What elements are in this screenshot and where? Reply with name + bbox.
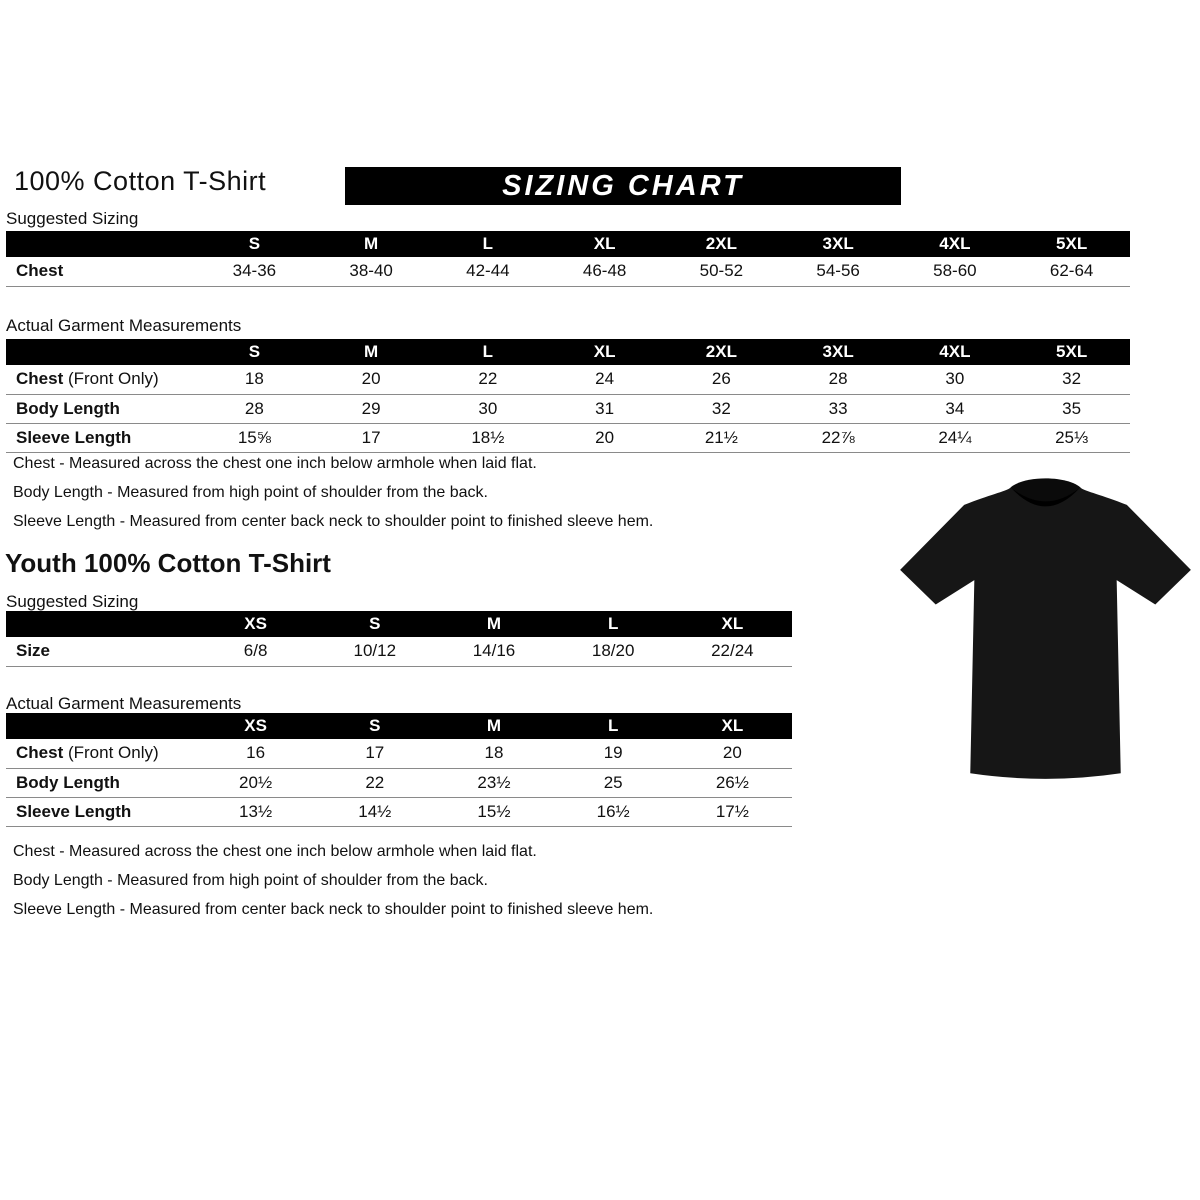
measurement-cell: 23½ [477, 772, 511, 792]
label-column-header [6, 231, 196, 257]
measurement-cell: 32 [1062, 369, 1082, 389]
adult-measurement-notes [13, 455, 653, 542]
size-column-header: S [196, 339, 313, 365]
tshirt-image [893, 470, 1198, 800]
adult-suggested-sizing-table [6, 231, 1130, 287]
note-body-length: Body Length - Measured from high point of shoulder from the back. [13, 872, 488, 889]
measurement-cell: 18½ [471, 427, 505, 447]
row-label: Body Length [16, 772, 120, 792]
size-column-header: XS [196, 713, 315, 739]
measurement-cell: 22 [478, 369, 498, 389]
note-sleeve-length: Sleeve Length - Measured from center back neck to shoulder point to finished sleeve hem. [13, 513, 654, 530]
measurement-cell: 50-52 [699, 261, 744, 281]
table-row [6, 768, 792, 797]
size-column-header: L [554, 611, 673, 637]
size-column-header: XS [196, 611, 315, 637]
measurement-cell: 33 [828, 398, 848, 418]
size-column-header: 2XL [663, 231, 780, 257]
size-column-header: 3XL [780, 339, 897, 365]
measurement-cell: 14½ [358, 801, 392, 821]
measurement-cell: 34-36 [232, 261, 277, 281]
size-column-header: L [554, 713, 673, 739]
measurement-cell: 21½ [704, 427, 738, 447]
youth-actual-measurements-table [6, 713, 792, 827]
row-label: Sleeve Length [16, 427, 132, 447]
row-label: Sleeve Length [16, 801, 132, 821]
label-column-header [6, 713, 196, 739]
size-column-header: XL [673, 611, 792, 637]
measurement-cell: 18 [244, 369, 264, 389]
measurement-cell: 62-64 [1049, 261, 1094, 281]
measurement-cell: 16 [246, 743, 266, 763]
table-header-row [6, 611, 792, 637]
measurement-cell: 32 [711, 398, 731, 418]
measurement-cell: 22⅞ [821, 427, 855, 447]
size-column-header: 2XL [663, 339, 780, 365]
size-column-header: 4XL [897, 231, 1014, 257]
table-row [6, 797, 792, 826]
measurement-cell: 20 [722, 743, 742, 763]
table-header-row [6, 713, 792, 739]
size-column-header: 3XL [780, 231, 897, 257]
measurement-cell: 58-60 [933, 261, 977, 281]
measurement-cell: 28 [828, 369, 848, 389]
table-header-row [6, 339, 1130, 365]
measurement-cell: 18/20 [591, 641, 635, 661]
measurement-cell: 15½ [477, 801, 511, 821]
size-column-header: S [315, 713, 434, 739]
measurement-cell: 15⅝ [237, 427, 271, 447]
table-row [6, 739, 792, 768]
measurement-cell: 20½ [239, 772, 273, 792]
row-label: Chest [16, 261, 64, 281]
measurement-cell: 54-56 [816, 261, 860, 281]
measurement-cell: 14/16 [472, 641, 516, 661]
measurement-cell: 42-44 [466, 261, 510, 281]
size-column-header: XL [546, 231, 663, 257]
note-chest: Chest - Measured across the chest one inch below armhole when laid flat. [13, 843, 537, 860]
measurement-cell: 17 [361, 427, 381, 447]
size-column-header: XL [673, 713, 792, 739]
size-column-header: S [315, 611, 434, 637]
measurement-cell: 38-40 [349, 261, 393, 281]
note-chest: Chest - Measured across the chest one inch below armhole when laid flat. [13, 455, 537, 472]
measurement-cell: 30 [478, 398, 498, 418]
size-column-header: M [434, 713, 553, 739]
measurement-cell: 26 [711, 369, 731, 389]
table-row [6, 423, 1130, 452]
measurement-cell: 26½ [715, 772, 749, 792]
size-column-header: L [430, 231, 547, 257]
measurement-cell: 20 [361, 369, 381, 389]
row-label: Size [16, 641, 51, 661]
note-sleeve-length: Sleeve Length - Measured from center back neck to shoulder point to finished sleeve hem. [13, 901, 654, 918]
note-body-length: Body Length - Measured from high point of shoulder from the back. [13, 484, 488, 501]
size-column-header: S [196, 231, 313, 257]
measurement-cell: 35 [1062, 398, 1082, 418]
size-column-header: 5XL [1013, 231, 1130, 257]
table-row [6, 365, 1130, 394]
measurement-cell: 6/8 [243, 641, 268, 661]
measurement-cell: 29 [361, 398, 381, 418]
measurement-cell: 24 [595, 369, 615, 389]
measurement-cell: 22/24 [711, 641, 754, 661]
size-column-header: M [313, 231, 430, 257]
sizing-chart-banner [345, 167, 901, 205]
size-column-header: L [430, 339, 547, 365]
measurement-cell: 19 [603, 743, 623, 763]
label-column-header [6, 611, 196, 637]
measurement-cell: 34 [945, 398, 965, 418]
measurement-cell: 28 [244, 398, 264, 418]
youth-section-title: Youth 100% Cotton T-Shirt [5, 548, 331, 578]
measurement-cell: 18 [484, 743, 504, 763]
measurement-cell: 10/12 [353, 641, 397, 661]
table-header-row [6, 231, 1130, 257]
measurement-cell: 31 [595, 398, 615, 418]
table-row [6, 394, 1130, 423]
measurement-cell: 24¼ [938, 427, 972, 447]
adult-actual-measurements-table [6, 339, 1130, 453]
measurement-cell: 17 [365, 743, 385, 763]
size-column-header: XL [546, 339, 663, 365]
youth-actual-measurements-label: Actual Garment Measurements [6, 694, 242, 713]
row-label: Chest (Front Only) [16, 369, 159, 389]
measurement-cell: 30 [945, 369, 965, 389]
row-label: Body Length [16, 398, 120, 418]
table-row [6, 257, 1130, 286]
adult-actual-measurements-label: Actual Garment Measurements [6, 316, 242, 335]
banner-text: SIZING CHART [502, 170, 744, 202]
table-row [6, 637, 792, 666]
page-title: 100% Cotton T-Shirt [14, 166, 267, 196]
youth-suggested-sizing-table [6, 611, 792, 667]
measurement-cell: 25 [603, 772, 623, 792]
row-label: Chest (Front Only) [16, 743, 159, 763]
size-column-header: 4XL [897, 339, 1014, 365]
measurement-cell: 22 [365, 772, 385, 792]
tshirt-body [900, 488, 1191, 779]
youth-suggested-sizing-label: Suggested Sizing [6, 592, 139, 611]
youth-measurement-notes [13, 843, 653, 930]
adult-suggested-sizing-label: Suggested Sizing [6, 209, 139, 228]
measurement-cell: 25⅓ [1055, 427, 1089, 447]
size-column-header: 5XL [1013, 339, 1130, 365]
measurement-cell: 13½ [239, 801, 273, 821]
size-column-header: M [434, 611, 553, 637]
measurement-cell: 17½ [715, 801, 749, 821]
measurement-cell: 46-48 [582, 261, 627, 281]
measurement-cell: 20 [595, 427, 615, 447]
label-column-header [6, 339, 196, 365]
size-column-header: M [313, 339, 430, 365]
measurement-cell: 16½ [596, 801, 630, 821]
